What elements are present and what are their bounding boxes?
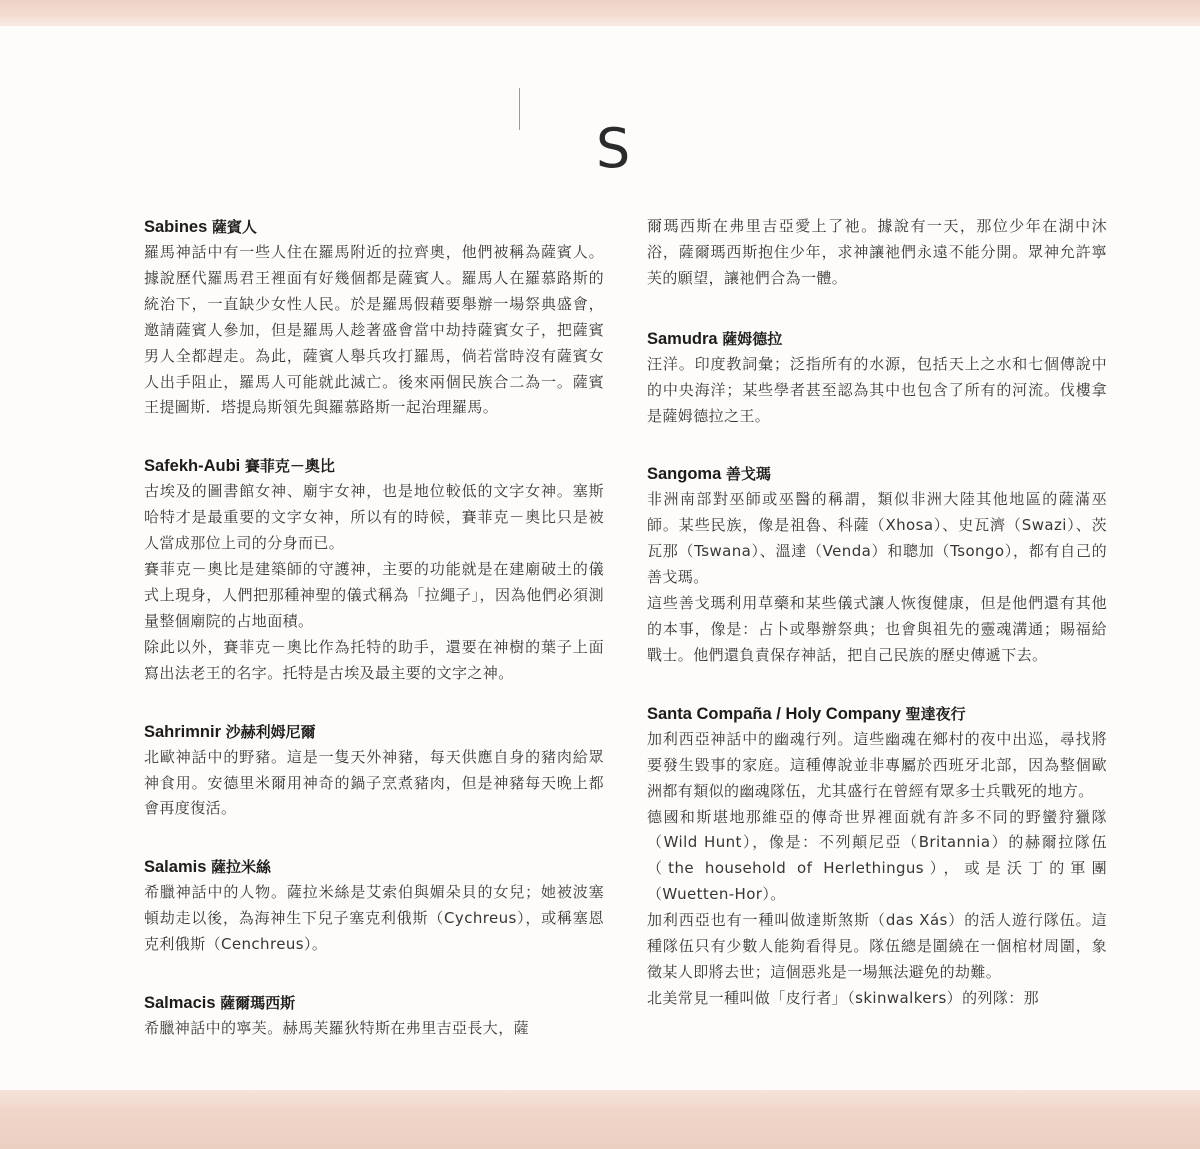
- bottom-scan-band: [0, 1090, 1200, 1149]
- entry-santa-compana: [647, 701, 1107, 1012]
- entry-paragraph: 羅馬神話中有一些人住在羅馬附近的拉齊奧，他們被稱為薩賓人。據說歷代羅馬君王裡面有好幾個都是薩賓人。羅馬人在羅慕路斯的統治下，一直缺少女性人民。於是羅馬假藉要舉辦一場祭典盛會，邀請薩賓人參加，但是羅馬人趁著盛會當中劫持薩賓女子，把薩賓男人全都趕走。為此，薩賓人舉兵攻打羅馬，倘若當時沒有薩賓女人出手阻止，羅馬人可能就此滅亡。後來兩個民族合二為一。薩賓王提圖斯．塔提烏斯領先與羅慕路斯一起治理羅馬。: [144, 243, 604, 417]
- entry-term-zh: 薩拉米絲: [210, 858, 271, 877]
- entry-paragraph: 加利西亞神話中的幽魂行列。這些幽魂在鄉村的夜中出巡，尋找將要發生毀事的家庭。這種傳說並非專屬於西班牙北部，因為整個歐洲都有類似的幽魂隊伍，尤其盛行在曾經有眾多士兵戰死的地方。: [647, 729, 1107, 800]
- top-scan-band: [0, 0, 1200, 26]
- entry-heading: [647, 461, 1107, 487]
- entry-paragraph: 德國和斯堪地那維亞的傳奇世界裡面就有許多不同的野蠻狩獵隊（Wild Hunt），像是：不列顛尼亞（Britannia）的赫爾拉隊伍（the household of Herlethingus），或是沃丁的軍團（Wuetten-Hor）。: [647, 807, 1107, 904]
- entry-paragraph: 這些善戈瑪利用草藥和某些儀式讓人恢復健康，但是他們還有其他的本事，像是：占卜或舉辦祭典；也會與祖先的靈魂溝通；賜福給戰士。他們還負責保存神話，把自己民族的歷史傳遞下去。: [647, 594, 1107, 664]
- entry-paragraph: 非洲南部對巫師或巫醫的稱謂，類似非洲大陸其他地區的薩滿巫師。某些民族，像是祖魯、科薩（Xhosa）、史瓦濟（Swazi）、茨瓦那（Tswana）、溫達（Venda）和聰加（Tsongo），都有自己的善戈瑪。: [647, 490, 1107, 587]
- entry-heading: [144, 453, 604, 479]
- entry-paragraph: 賽菲克－奧比是建築師的守護神，主要的功能就是在建廟破土的儀式上現身，人們把那種神聖的儀式稱為「拉繩子」，因為他們必須測量整個廟院的占地面積。: [144, 560, 604, 630]
- entry-term-zh: 賽菲克－奧比: [244, 457, 335, 476]
- right-column: [647, 214, 1107, 1044]
- entry-term: Safekh-Aubi: [144, 457, 241, 476]
- entry-samudra: [647, 326, 1107, 430]
- entry-term-zh: 薩爾瑪西斯: [220, 994, 296, 1013]
- entry-paragraph: 加利西亞也有一種叫做達斯煞斯（das Xás）的活人遊行隊伍。這種隊伍只有少數人能夠看得見。隊伍總是圍繞在一個棺材周圍，象徵某人即將去世；這個惡兆是一場無法避免的劫難。: [647, 911, 1107, 981]
- entry-paragraph: 除此以外，賽菲克－奧比作為托特的助手，還要在神樹的葉子上面寫出法老王的名字。托特是古埃及最主要的文字之神。: [144, 637, 604, 682]
- entry-term: Sangoma: [647, 465, 722, 484]
- entry-term: Salamis: [144, 858, 207, 877]
- entry-term: Salmacis: [144, 994, 216, 1013]
- entry-term: Samudra: [647, 329, 718, 348]
- section-letter: S: [596, 117, 631, 180]
- entry-sabines: [144, 214, 604, 421]
- entry-sangoma: [647, 461, 1107, 668]
- entry-heading: [144, 214, 604, 240]
- entry-paragraph: 北歐神話中的野豬。這是一隻天外神豬，每天供應自身的豬肉給眾神食用。安德里米爾用神奇的鍋子烹煮豬肉，但是神豬每天晚上都會再度復活。: [144, 747, 604, 818]
- entry-term-zh: 聖達夜行: [905, 704, 966, 723]
- entry-sahrimnir: [144, 719, 604, 823]
- entry-term-zh: 善戈瑪: [725, 465, 771, 484]
- entry-paragraph: 希臘神話中的寧芙。赫馬芙羅狄特斯在弗里吉亞長大，薩: [144, 1019, 530, 1038]
- entry-term-zh: 薩賓人: [211, 218, 257, 236]
- entry-paragraph: 古埃及的圖書館女神、廟宇女神，也是地位較低的文字女神。塞斯哈特才是最重要的文字女神，所以有的時候，賽菲克－奧比只是被人當成那位上司的分身而已。: [144, 482, 604, 553]
- entry-heading: [144, 854, 604, 880]
- entry-paragraph: 北美常見一種叫做「皮行者」（skinwalkers）的列隊：那: [647, 988, 1040, 1007]
- entry-term: Santa Compaña / Holy Company: [647, 704, 901, 723]
- entry-paragraph: 汪洋。印度教詞彙；泛指所有的水源，包括天上之水和七個傳說中的中央海洋；某些學者甚至認為其中也包含了所有的河流。伐樓拿是薩姆德拉之王。: [647, 354, 1107, 425]
- entry-heading: [144, 719, 604, 745]
- entry-term: Sahrimnir: [144, 722, 222, 741]
- fold-mark: [519, 88, 520, 130]
- entry-term-zh: 沙赫利姆尼爾: [225, 722, 316, 741]
- entry-salmacis: [144, 990, 604, 1042]
- left-column: [144, 214, 604, 1074]
- entry-term-zh: 薩姆德拉: [722, 329, 783, 348]
- entry-paragraph: 希臘神話中的人物。薩拉米絲是艾索伯與媚朵貝的女兒；她被波塞頓劫走以後，為海神生下兒子塞克利俄斯（Cychreus），或稱塞恩克利俄斯（Cenchreus）。: [144, 883, 604, 954]
- entry-heading: [144, 990, 604, 1016]
- continued-paragraph: 爾瑪西斯在弗里吉亞愛上了祂。據說有一天，那位少年在湖中沐浴，薩爾瑪西斯抱住少年，求神讓祂們永遠不能分開。眾神允許寧芙的願望，讓祂們合為一體。: [647, 217, 1107, 287]
- entry-term: Sabines: [144, 218, 208, 236]
- entry-safekh-aubi: [144, 453, 604, 686]
- entry-heading: [647, 326, 1107, 352]
- entry-salamis: [144, 854, 604, 958]
- entry-heading: [647, 701, 1107, 727]
